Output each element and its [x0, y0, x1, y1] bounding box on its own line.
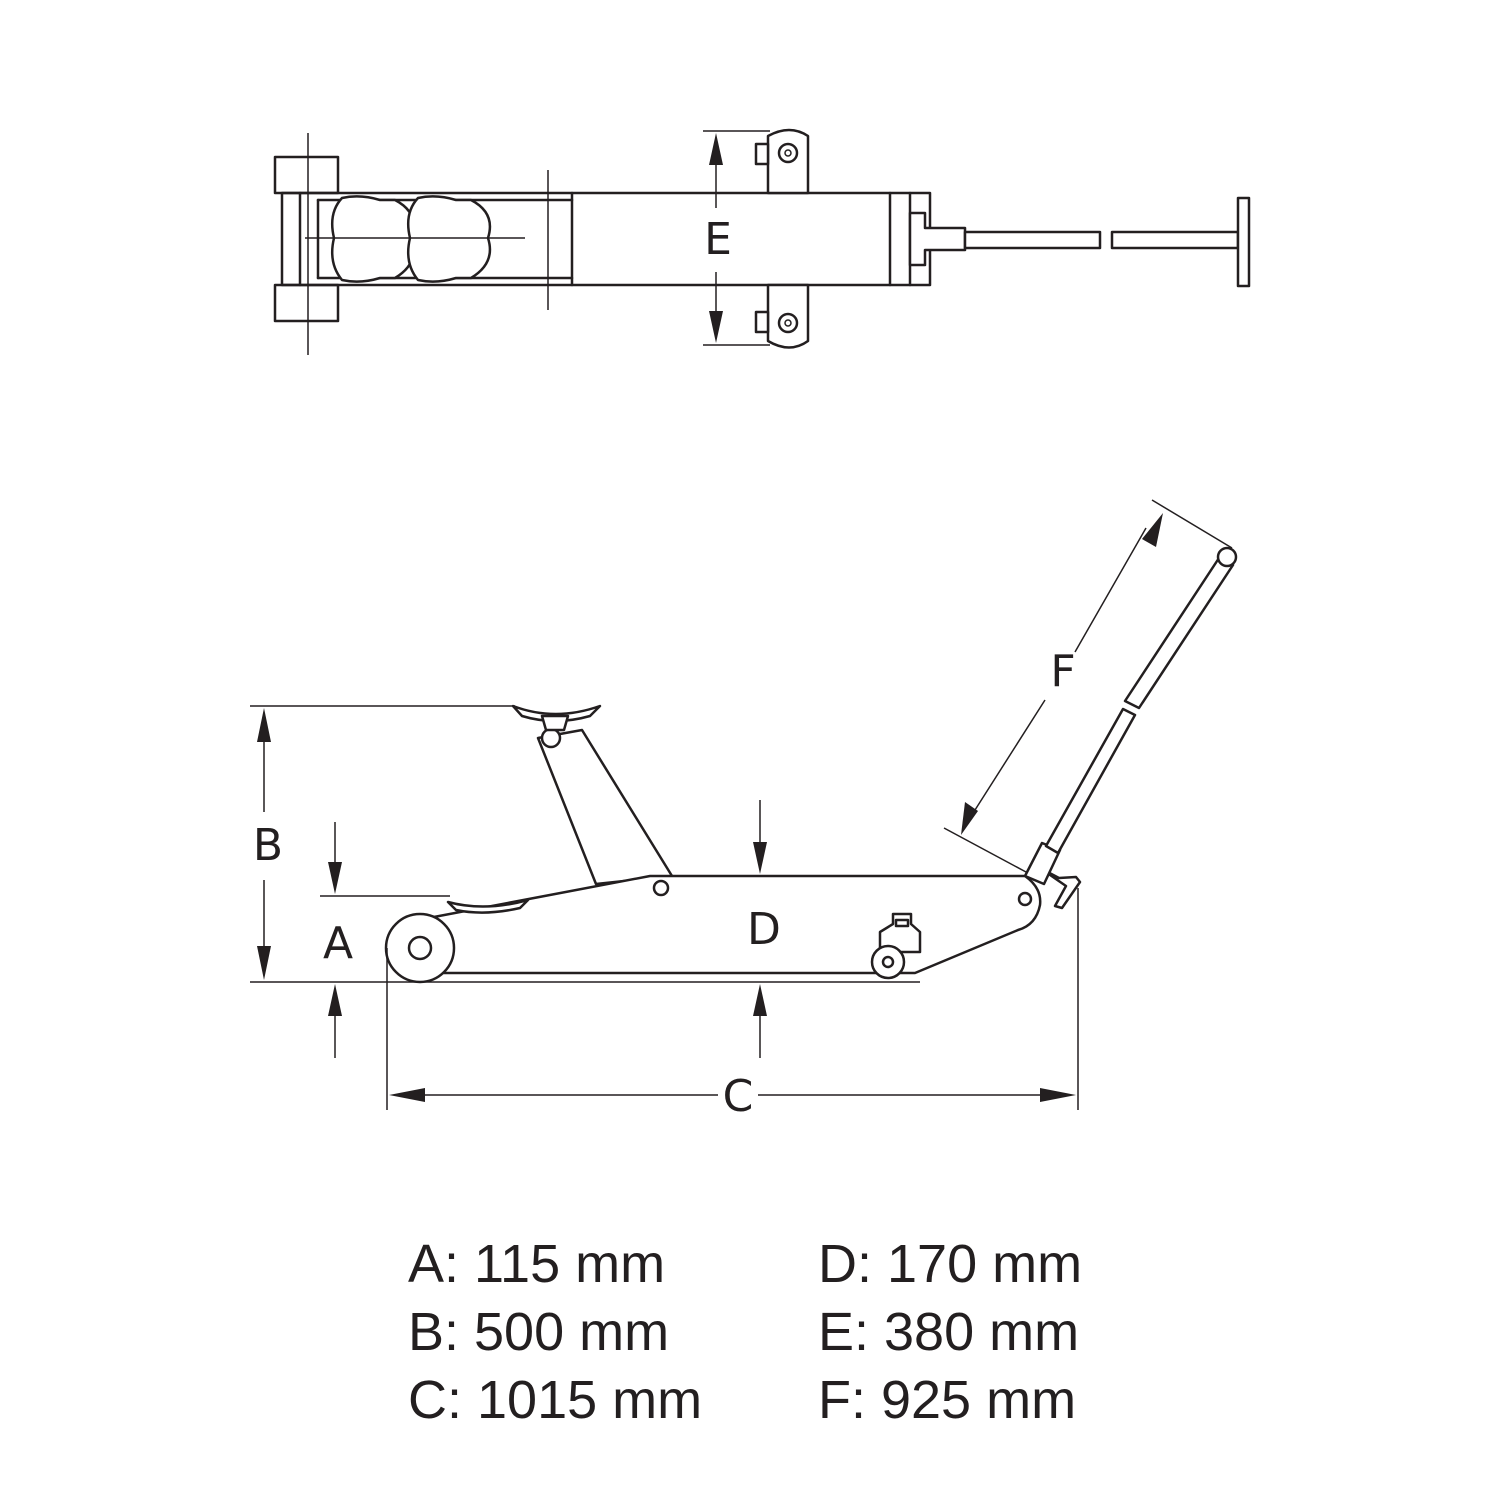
top-handle-grip: [1238, 198, 1249, 286]
side-arm-pivot-top-icon: [542, 729, 560, 747]
side-handle-tube-lower: [1046, 709, 1135, 853]
side-handle-pivot-icon: [1019, 893, 1031, 905]
spec-d: D: 170 mm: [818, 1234, 1083, 1294]
dim-c-arrow-right: [1040, 1088, 1076, 1102]
dim-f-arrow-lower: [961, 802, 978, 835]
top-rear-wheel-upper: [275, 157, 338, 193]
spec-b: B: 500 mm: [408, 1302, 670, 1362]
top-handle-shaft-right: [1112, 232, 1238, 248]
side-frame-body: [418, 876, 1040, 973]
top-handle-shaft-left: [965, 232, 1100, 248]
spec-f: F: 925 mm: [818, 1370, 1077, 1430]
top-rear-wheel-lower: [275, 285, 338, 321]
dim-b-arrow-up: [257, 708, 271, 742]
side-lifting-arm: [538, 730, 672, 884]
spec-c: C: 1015 mm: [408, 1370, 703, 1430]
dim-label-d: D: [747, 904, 781, 955]
dim-c-arrow-left: [389, 1088, 425, 1102]
dim-d-arrow-down: [753, 842, 767, 874]
dim-label-f: F: [1050, 646, 1076, 697]
dim-label-e: E: [704, 214, 732, 265]
top-pump-block: [910, 213, 965, 265]
top-view: [275, 130, 1249, 355]
side-arm-pivot-bottom-icon: [654, 881, 668, 895]
top-bolt-lower-icon: [779, 314, 797, 332]
dim-e-arrow-up: [709, 133, 723, 165]
spec-a: A: 115 mm: [408, 1234, 666, 1294]
dim-label-c: C: [722, 1071, 754, 1122]
side-handle-tube-upper: [1125, 558, 1233, 708]
dim-label-a: A: [322, 918, 354, 969]
top-saddle-right: [408, 196, 490, 281]
side-handle-knob: [1218, 548, 1236, 566]
top-saddle-left: [332, 196, 414, 281]
dim-a-arrow-down: [328, 862, 342, 894]
dim-b-arrow-down: [257, 946, 271, 980]
side-view: [250, 500, 1236, 1122]
spec-e: E: 380 mm: [818, 1302, 1080, 1362]
top-bolt-upper-icon: [779, 144, 797, 162]
dim-e-arrow-down: [709, 311, 723, 343]
dim-a-arrow-up: [328, 984, 342, 1016]
dim-d-arrow-up: [753, 984, 767, 1016]
dim-label-b: B: [252, 820, 284, 871]
